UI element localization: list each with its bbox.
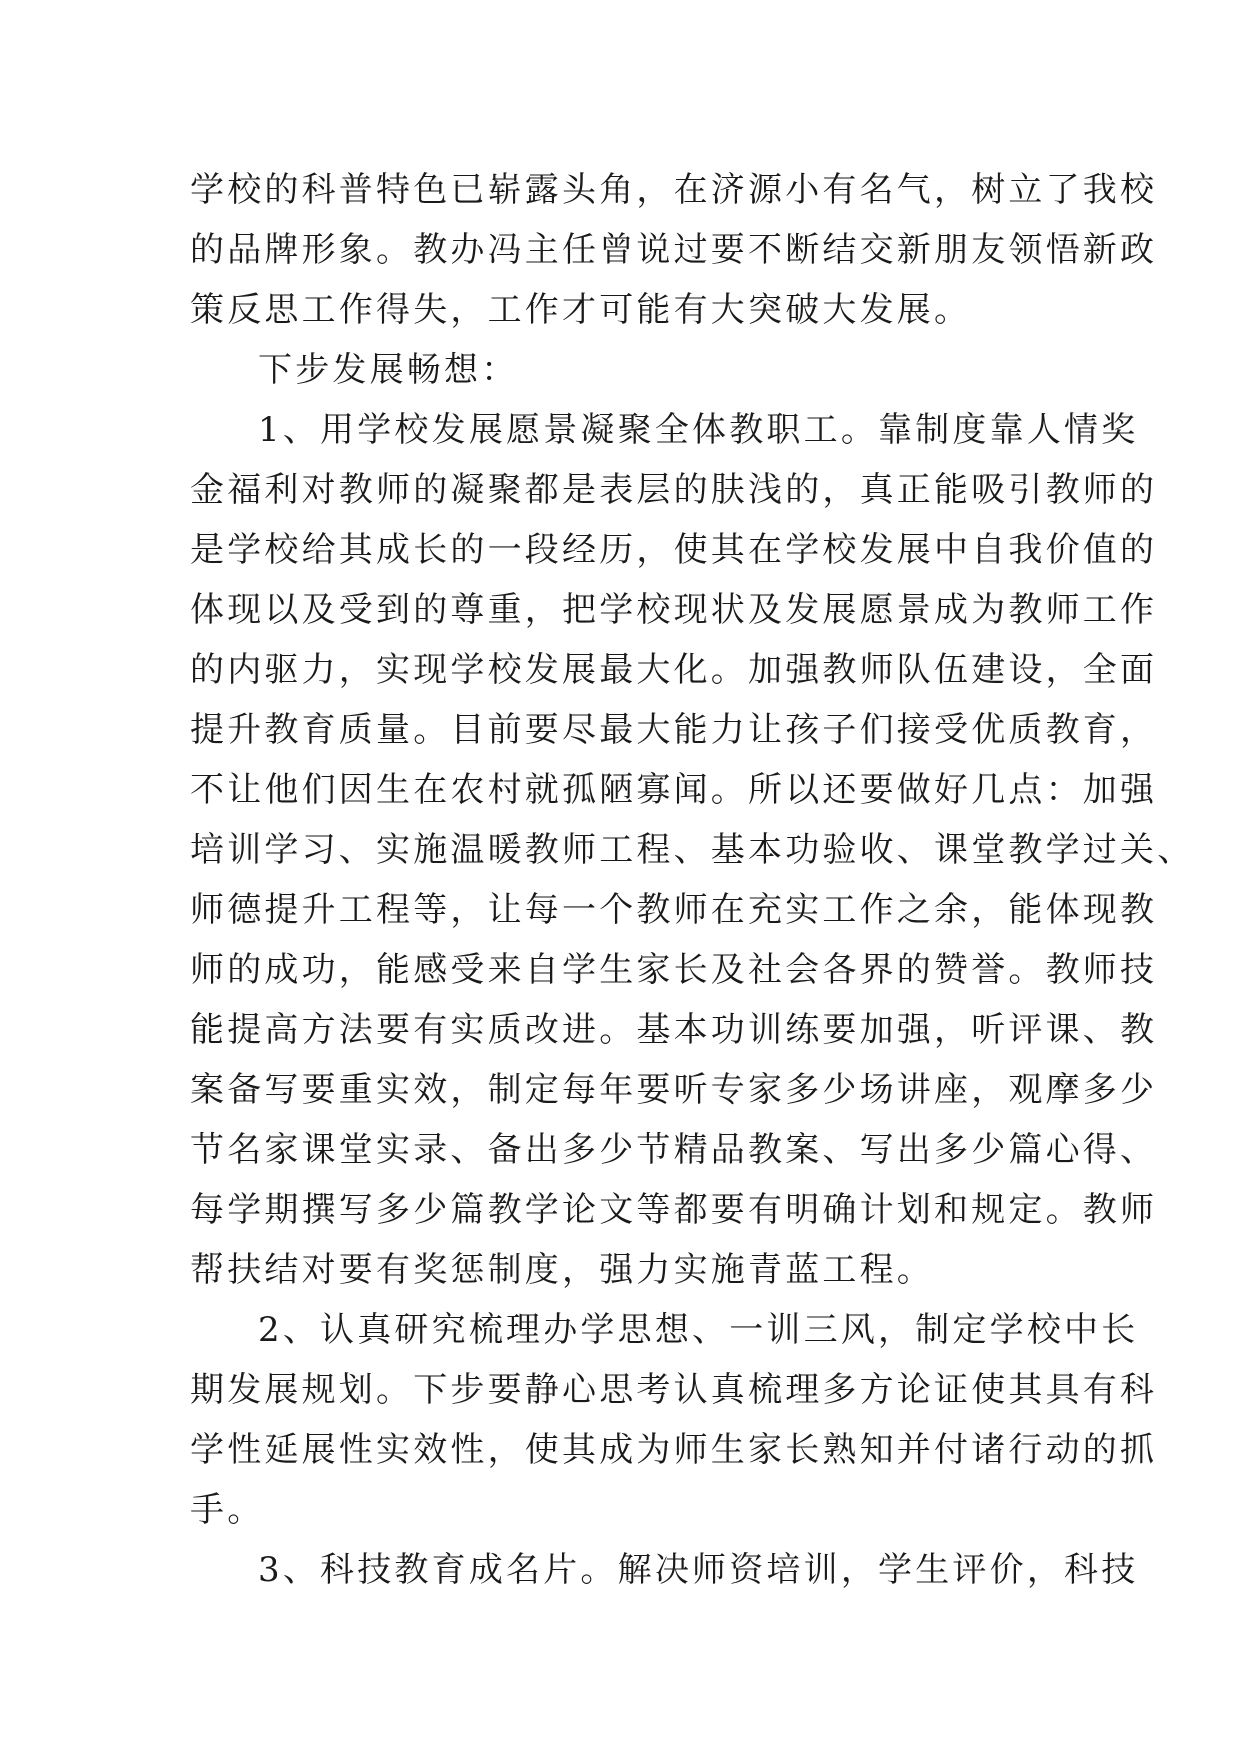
text-line: 金福利对教师的凝聚都是表层的肤浅的，真正能吸引教师的	[190, 470, 1158, 510]
text-line: 帮扶结对要有奖惩制度，强力实施青蓝工程。	[190, 1250, 934, 1290]
text-line: 不让他们因生在农村就孤陋寡闻。所以还要做好几点：加强	[190, 770, 1158, 810]
text-line: 提升教育质量。目前要尽最大能力让孩子们接受优质教育，	[190, 710, 1158, 750]
text-line: 策反思工作得失，工作才可能有大突破大发展。	[190, 290, 972, 330]
text-line: 1、用学校发展愿景凝聚全体教职工。靠制度靠人情奖	[258, 410, 1139, 450]
text-line: 节名家课堂实录、备出多少节精品教案、写出多少篇心得、	[190, 1130, 1158, 1170]
text-line: 是学校给其成长的一段经历，使其在学校发展中自我价值的	[190, 530, 1158, 570]
text-line: 能提高方法要有实质改进。基本功训练要加强，听评课、教	[190, 1010, 1158, 1050]
text-line: 2、认真研究梳理办学思想、一训三风，制定学校中长	[258, 1310, 1139, 1350]
text-line: 的品牌形象。教办冯主任曾说过要不断结交新朋友领悟新政	[190, 230, 1158, 270]
text-line: 师的成功，能感受来自学生家长及社会各界的赞誉。教师技	[190, 950, 1158, 990]
text-line: 期发展规划。下步要静心思考认真梳理多方论证使其具有科	[190, 1370, 1158, 1410]
text-line: 案备写要重实效，制定每年要听专家多少场讲座，观摩多少	[190, 1070, 1158, 1110]
text-line: 学性延展性实效性，使其成为师生家长熟知并付诸行动的抓	[190, 1430, 1158, 1470]
text-line: 每学期撰写多少篇教学论文等都要有明确计划和规定。教师	[190, 1190, 1158, 1230]
text-line: 3、科技教育成名片。解决师资培训，学生评价，科技	[258, 1550, 1139, 1590]
text-line: 培训学习、实施温暖教师工程、基本功验收、课堂教学过关、	[190, 830, 1195, 870]
document-body	[190, 160, 1195, 1600]
text-line: 师德提升工程等，让每一个教师在充实工作之余，能体现教	[190, 890, 1158, 930]
text-line: 下步发展畅想：	[258, 350, 519, 390]
text-line: 学校的科普特色已崭露头角，在济源小有名气，树立了我校	[190, 170, 1158, 210]
text-line: 的内驱力，实现学校发展最大化。加强教师队伍建设，全面	[190, 650, 1158, 690]
text-line: 体现以及受到的尊重，把学校现状及发展愿景成为教师工作	[190, 590, 1158, 630]
text-line: 手。	[190, 1490, 265, 1530]
